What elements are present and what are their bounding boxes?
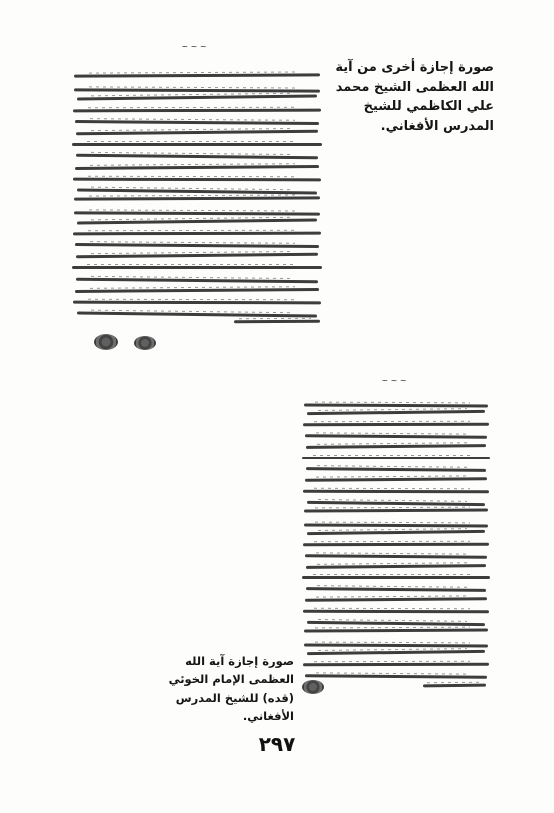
- handwriting-line: [77, 95, 317, 101]
- handwriting-line: [303, 542, 489, 545]
- handwriting-line: [305, 554, 487, 558]
- handwriting-line: [76, 277, 318, 282]
- handwriting-line: [73, 108, 321, 111]
- seal-stamp: [94, 334, 118, 350]
- page-number: ٢٩٧: [258, 732, 296, 756]
- handwriting-line: [74, 212, 320, 216]
- handwriting-line: [306, 564, 486, 568]
- handwriting-line: [74, 197, 320, 201]
- handwriting-line: [304, 643, 488, 647]
- manuscript-image-bottom: [296, 372, 492, 696]
- handwriting-line: [303, 610, 489, 613]
- caption-bottom: صورة إجازة آية الله العظمى الإمام الخوئي (قده) للشيخ المدرس الأفغاني.: [168, 654, 294, 724]
- handwriting-line: [305, 597, 487, 601]
- handwriting-line: [76, 253, 318, 258]
- handwriting-line: [303, 490, 489, 493]
- handwriting-line: [77, 312, 317, 318]
- manuscript-basmala-bottom: ~ ~ ~: [381, 376, 407, 385]
- manuscript-basmala-top: ~ ~ ~: [181, 42, 207, 51]
- handwriting-line: [73, 231, 321, 234]
- handwriting-line: [304, 523, 488, 527]
- manuscript-image-top: [64, 38, 324, 348]
- handwriting-line: [303, 662, 489, 665]
- handwriting-line: [75, 120, 319, 125]
- handwriting-line: [307, 501, 485, 506]
- handwriting-line: [234, 320, 320, 323]
- handwriting-line: [74, 89, 320, 93]
- handwriting-line: [76, 154, 318, 159]
- handwriting-line: [304, 628, 488, 632]
- handwriting-line: [75, 243, 319, 248]
- seal-stamp: [134, 336, 156, 350]
- handwriting-line: [302, 576, 490, 579]
- handwriting-line: [304, 509, 488, 513]
- handwriting-line: [73, 301, 321, 304]
- handwriting-line: [77, 188, 317, 194]
- handwriting-line: [74, 73, 320, 77]
- handwriting-line: [423, 684, 486, 687]
- handwriting-line: [306, 444, 486, 448]
- handwriting-line: [73, 177, 321, 180]
- handwriting-line: [77, 218, 317, 224]
- handwriting-line: [307, 410, 485, 415]
- handwriting-line: [305, 434, 487, 438]
- handwriting-line: [72, 143, 322, 146]
- handwriting-line: [305, 478, 487, 482]
- handwriting-line: [303, 423, 489, 426]
- handwriting-line: [306, 467, 486, 471]
- handwriting-line: [72, 266, 322, 269]
- handwriting-line: [307, 530, 485, 535]
- handwriting-line: [304, 404, 488, 408]
- seal-stamp: [302, 680, 324, 694]
- handwriting-line: [75, 165, 319, 170]
- handwriting-line: [307, 621, 485, 626]
- handwriting-line: [307, 650, 485, 655]
- handwriting-line: [305, 674, 487, 678]
- handwriting-line: [306, 587, 486, 591]
- caption-top: صورة إجازة أخرى من آية الله العظمى الشيخ محمد علي الكاظمي للشيخ المدرس الأفغاني.: [335, 60, 494, 134]
- handwriting-line: [76, 130, 318, 135]
- handwriting-line: [302, 457, 490, 460]
- handwriting-line: [75, 288, 319, 293]
